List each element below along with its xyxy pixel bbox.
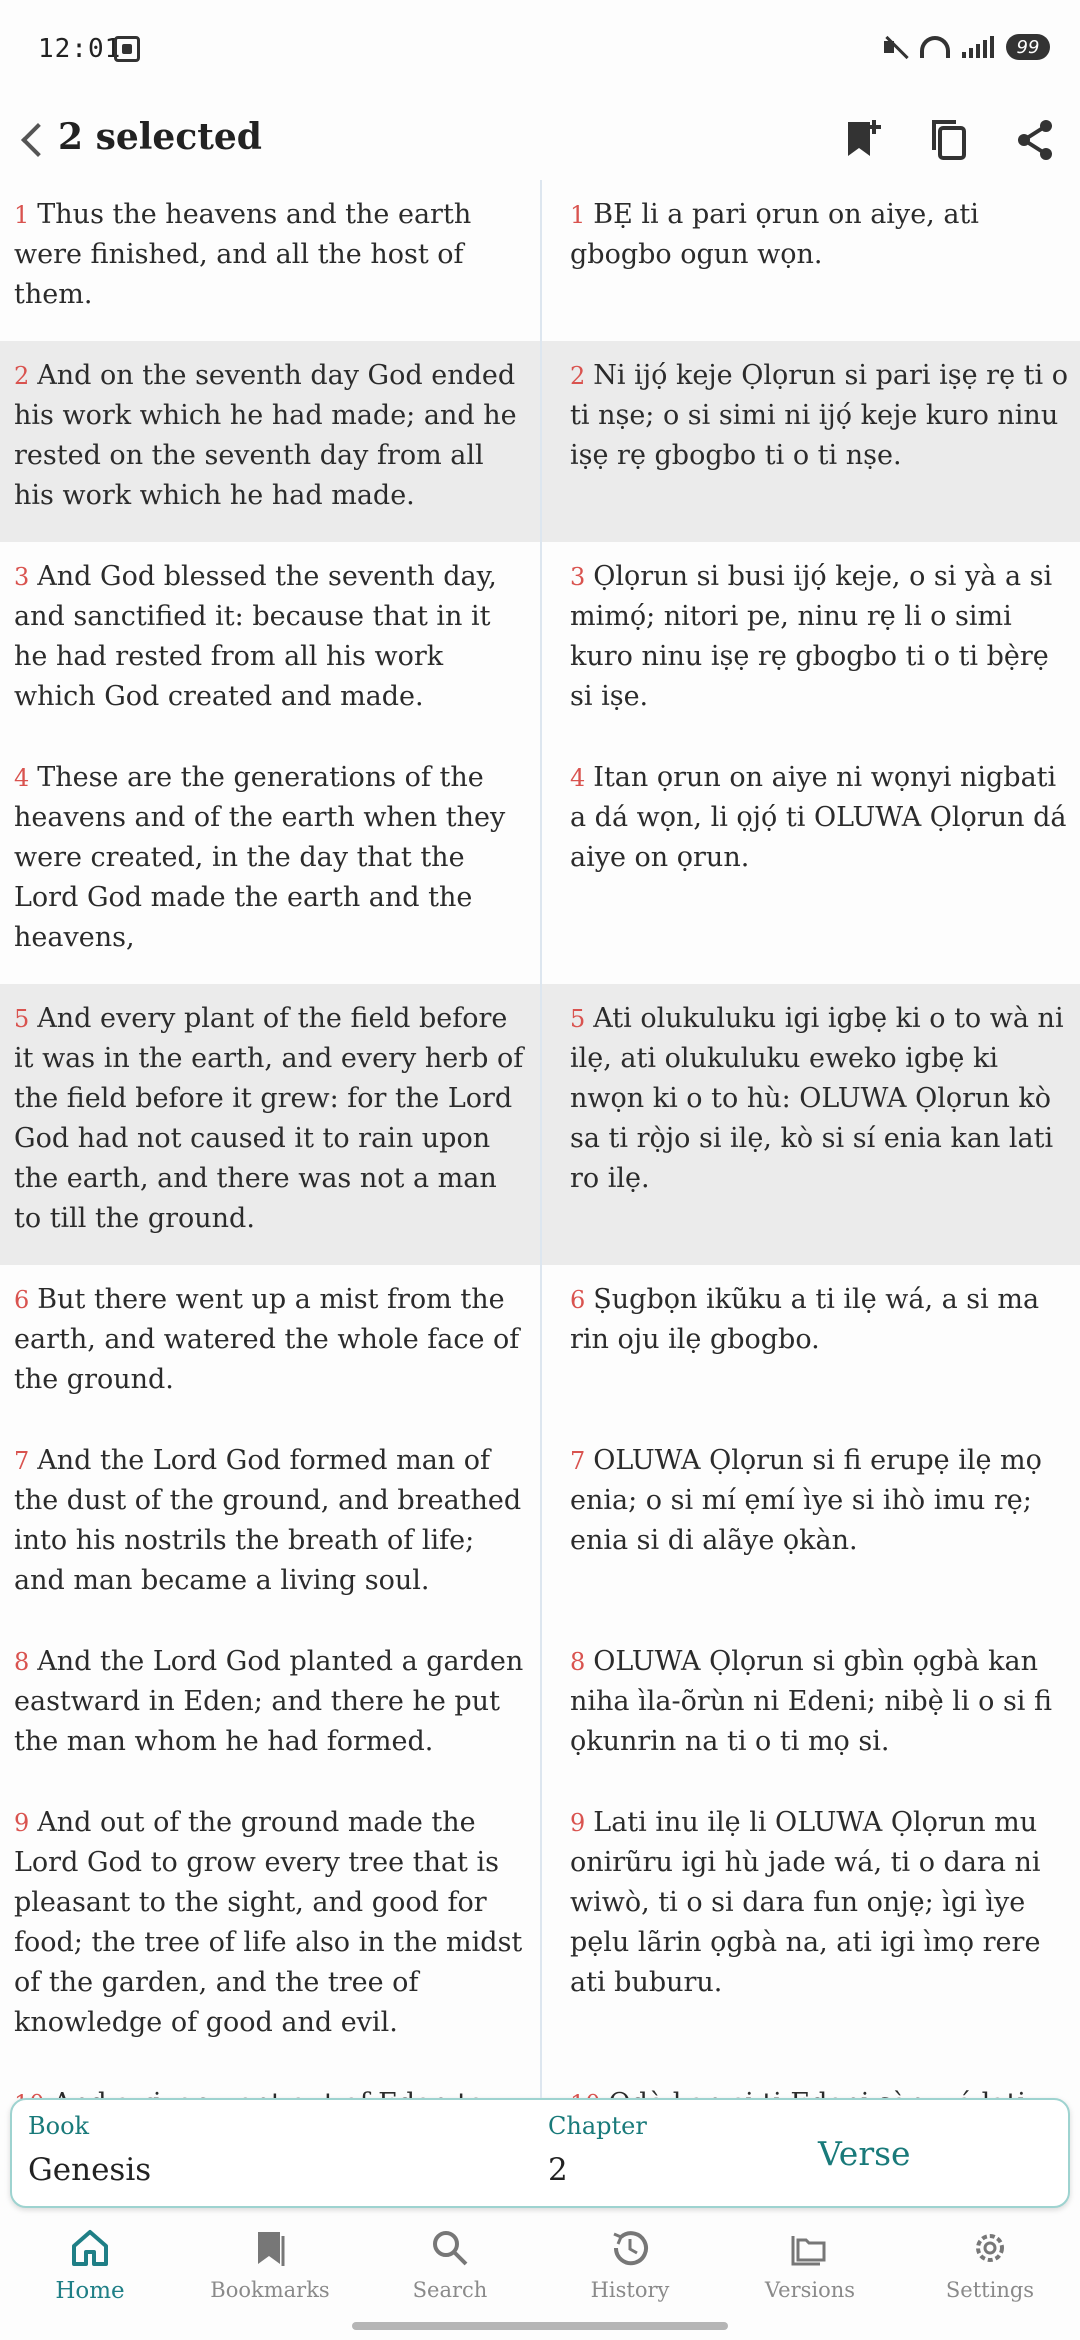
verse-text: Ọlọrun si busi ijọ́ keje, o si yà a si mimọ́; nitori pe, ninu rẹ li o simi kuro ninu iṣẹ rẹ gbogbo ti o ti bẹ̀rẹ si iṣe.	[570, 561, 1053, 712]
verse-text: OLUWA Ọlọrun si gbìn ọgbà kan niha ìla-õrùn ni Edeni; nibẹ̀ li o si fi ọkunrin na ti o ti mọ si.	[570, 1646, 1053, 1757]
verse-number: 6	[570, 1286, 586, 1314]
page-title: 2 selected	[58, 116, 262, 158]
nav-versions[interactable]	[720, 2216, 900, 2326]
verse-number: 5	[14, 1005, 30, 1033]
nav-settings[interactable]	[900, 2216, 1080, 2326]
verse-text: And God blessed the seventh day, and sanctified it: because that in it he had rested from all his work which God created and made.	[14, 561, 497, 712]
verse-number: 1	[14, 201, 30, 229]
copy-icon[interactable]	[924, 114, 976, 166]
verse-text: Thus the heavens and the earth were finished, and all the host of them.	[14, 199, 472, 310]
verse-text: And the Lord God planted a garden eastward in Eden; and there he put the man whom he had formed.	[14, 1646, 524, 1757]
verse-number: 2	[14, 362, 30, 390]
verse-text: These are the generations of the heavens and of the earth when they were created, in the day that the Lord God made the earth and the heavens,	[14, 762, 506, 953]
verse-text: Ni ijọ́ keje Ọlọrun si pari iṣẹ rẹ ti o ti nṣe; o si simi ni ijọ́ keje kuro ninu iṣẹ rẹ gbogbo ti o ti nṣe.	[570, 360, 1068, 471]
verse-text: BẸ li a pari ọrun on aiye, ati gbogbo ogun wọn.	[570, 199, 979, 270]
home-indicator[interactable]	[352, 2322, 728, 2330]
nav-label-search: Search	[412, 2278, 488, 2302]
verse-text-yoruba[interactable]	[540, 1265, 1080, 1426]
nav-label-bookmarks: Bookmarks	[210, 2278, 330, 2302]
verse-number: 6	[14, 1286, 30, 1314]
verse-text-english[interactable]	[0, 1426, 540, 1627]
verse-text: Ṣugbọn ikũku a ti ilẹ wá, a si ma rin oju ilẹ gbogbo.	[570, 1284, 1040, 1355]
chapter-label: Chapter	[548, 2112, 647, 2140]
verse-text-english[interactable]	[0, 180, 540, 341]
wifi-icon	[920, 36, 950, 58]
bookmark-add-icon[interactable]	[838, 114, 890, 166]
mute-icon	[882, 34, 908, 60]
verse-number: 1	[570, 201, 586, 229]
nav-bookmarks[interactable]	[180, 2216, 360, 2326]
history-icon	[608, 2226, 652, 2270]
status-bar	[0, 0, 1080, 100]
share-icon[interactable]	[1010, 114, 1062, 166]
verse-number: 7	[570, 1447, 586, 1475]
screenshot-icon	[114, 36, 140, 62]
verse-text-yoruba[interactable]	[540, 743, 1080, 984]
verse-button[interactable]: Verse	[818, 2134, 911, 2173]
app-bar	[0, 100, 1080, 180]
nav-label-versions: Versions	[764, 2278, 856, 2302]
verse-text-yoruba[interactable]	[540, 341, 1080, 542]
verse-text: Lati inu ilẹ li OLUWA Ọlọrun mu onirũru igi hù jade wá, ti o dara ni wiwò, ti o si dara fun onjẹ; ìgi ìye pẹlu lãrin ọgbà na, ati igi ìmọ rere ati buburu.	[570, 1807, 1041, 1998]
signal-icon	[962, 36, 994, 58]
verse-text-yoruba[interactable]	[540, 542, 1080, 743]
verse-number: 9	[570, 1809, 586, 1837]
verse-text-english[interactable]	[0, 1265, 540, 1426]
verse-text: And the Lord God formed man of the dust of the ground, and breathed into his nostrils the breath of life; and man became a living soul.	[14, 1445, 522, 1596]
verse-text-english[interactable]	[0, 1788, 540, 2069]
versions-icon	[788, 2226, 832, 2270]
verse-list[interactable]	[0, 180, 1080, 2098]
verse-text-yoruba[interactable]	[540, 180, 1080, 341]
chapter-selector[interactable]: 2	[548, 2152, 568, 2188]
verse-number: 2	[570, 362, 586, 390]
verse-text: Itan ọrun on aiye ni wọnyi nigbati a dá wọn, li ọjọ́ ti OLUWA Ọlọrun dá aiye on ọrun.	[570, 762, 1067, 873]
nav-label-history: History	[590, 2278, 670, 2302]
verse-number: 3	[14, 563, 30, 591]
verse-text-yoruba[interactable]	[540, 1426, 1080, 1627]
verse-text-english[interactable]	[0, 743, 540, 984]
verse-text: OLUWA Ọlọrun si fi erupẹ ilẹ mọ enia; o si mí ẹmí ìye si ihò imu rẹ; enia si di alãye ọkàn.	[570, 1445, 1042, 1556]
verse-text: And on the seventh day God ended his work which he had made; and he rested on the seventh day from all his work which he had made.	[14, 360, 517, 511]
bottom-navigation	[0, 2216, 1080, 2326]
verse-number: 4	[14, 764, 30, 792]
back-button[interactable]	[12, 118, 56, 162]
column-divider	[540, 180, 542, 2098]
reference-selector	[10, 2098, 1070, 2208]
nav-history[interactable]	[540, 2216, 720, 2326]
verse-number: 7	[14, 1447, 30, 1475]
nav-label-settings: Settings	[945, 2278, 1035, 2302]
nav-label-home: Home	[55, 2278, 125, 2304]
search-icon	[428, 2226, 472, 2270]
verse-text-english[interactable]	[0, 542, 540, 743]
verse-number: 4	[570, 764, 586, 792]
verse-text-yoruba[interactable]	[540, 1788, 1080, 2069]
nav-home[interactable]	[0, 2216, 180, 2326]
book-selector[interactable]: Genesis	[28, 2152, 152, 2188]
status-icons	[882, 34, 1050, 60]
verse-number: 9	[14, 1809, 30, 1837]
battery-indicator: 99	[1006, 34, 1050, 60]
verse-text-yoruba[interactable]	[540, 1627, 1080, 1788]
verse-text: And every plant of the field before it was in the earth, and every herb of the field before it grew: for the Lord God had not caused it to rain upon the earth, and there was not a man to till the ground.	[14, 1003, 524, 1234]
book-label: Book	[28, 2112, 90, 2140]
verse-number: 5	[570, 1005, 586, 1033]
home-icon	[68, 2226, 112, 2270]
verse-text-english[interactable]	[0, 1627, 540, 1788]
verse-text-english[interactable]	[0, 341, 540, 542]
verse-text: And out of the ground made the Lord God to grow every tree that is pleasant to the sight, and good for food; the tree of life also in the midst of the garden, and the tree of knowledge of good and evil.	[14, 1807, 523, 2038]
settings-icon	[968, 2226, 1012, 2270]
verse-number: 8	[14, 1648, 30, 1676]
verse-text-english[interactable]	[0, 984, 540, 1265]
nav-search[interactable]	[360, 2216, 540, 2326]
verse-number: 8	[570, 1648, 586, 1676]
verse-text: But there went up a mist from the earth, and watered the whole face of the ground.	[14, 1284, 520, 1395]
verse-text: Ati olukuluku igi igbẹ ki o to wà ni ilẹ, ati olukuluku eweko igbẹ ki nwọn ki o to hù: OLUWA Ọlọrun kò sa ti rọ̀jo si ilẹ, kò si sí enia kan lati ro ilẹ.	[570, 1003, 1064, 1194]
verse-number: 3	[570, 563, 586, 591]
status-time: 12:01	[38, 34, 122, 64]
verse-text-yoruba[interactable]	[540, 984, 1080, 1265]
bookmarks-icon	[248, 2226, 292, 2270]
